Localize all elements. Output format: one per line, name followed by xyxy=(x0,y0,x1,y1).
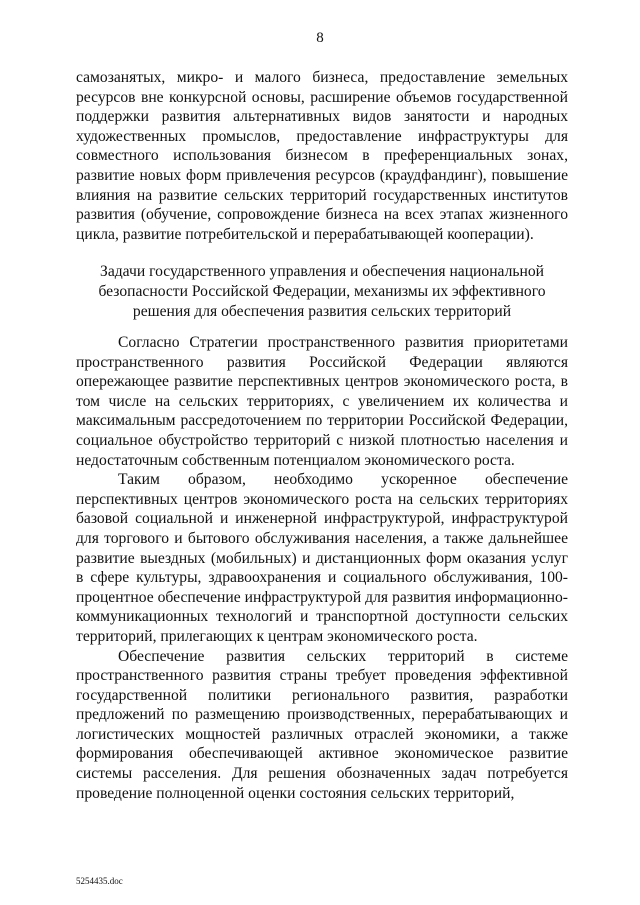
body-text-top xyxy=(76,68,568,244)
paragraph: Таким образом, необходимо ускоренное обеспечение перспективных центров экономического роста на сельских территориях базовой социальной и инженерной инфраструктурой, инфраструктурой для торгового и бытового обслуживания населения, а также дальнейшее развитие выездных (мобильных) и дистанционных форм оказания услуг в сфере культуры, здравоохранения и социального обслуживания, 100-процентное обеспечение инфраструктурой для развития информационно-коммуникационных технологий и транспортной доступности сельских территорий, прилегающих к центрам экономического роста. xyxy=(76,471,568,645)
section-heading-line: Задачи государственного управления и обеспечения национальной xyxy=(100,263,544,280)
document-footer: 5254435.doc xyxy=(76,876,123,886)
section-heading xyxy=(76,262,568,321)
page-number: 8 xyxy=(316,30,324,46)
section-heading-line: безопасности Российской Федерации, механизмы их эффективного xyxy=(98,282,546,300)
paragraph-continuation: самозанятых, микро- и малого бизнеса, предоставление земельных ресурсов вне конкурсной основы, расширение объемов государственной поддержки развития альтернативных видов занятости и народных художественных промыслов, предоставление инфраструктуры для совместного использования бизнесом в преференциальных зонах, развитие новых форм привлечения ресурсов (краудфандинг), повышение влияния на развитие сельских территорий государственных институтов развития (обучение, сопровождение бизнеса на всех этапах жизненного цикла, развитие потребительской и перерабатывающей кооперации). xyxy=(76,69,568,243)
paragraph: Согласно Стратегии пространственного развития приоритетами пространственного развития Российской Федерации являются опережающее развитие перспективных центров экономического роста, в том числе на сельских территориях, с увеличением их количества и максимальным рассредоточением по территории Российской Федерации, социальное обустройство территорий с низкой плотностью населения и недостаточным собственным потенциалом экономического роста. xyxy=(76,334,568,469)
section-heading-line: решения для обеспечения развития сельских территорий xyxy=(132,302,512,320)
paragraph: Обеспечение развития сельских территорий в системе пространственного развития страны требует проведения эффективной государственной политики регионального развития, разработки предложений по размещению производственных, перерабатывающих и логистических мощностей различных отраслей экономики, а также формирования обеспечивающей активное экономическое развитие системы расселения. Для решения обозначенных задач потребуется проведение полноценной оценки состояния сельских территорий, xyxy=(76,647,568,802)
body-text-main xyxy=(76,333,568,803)
